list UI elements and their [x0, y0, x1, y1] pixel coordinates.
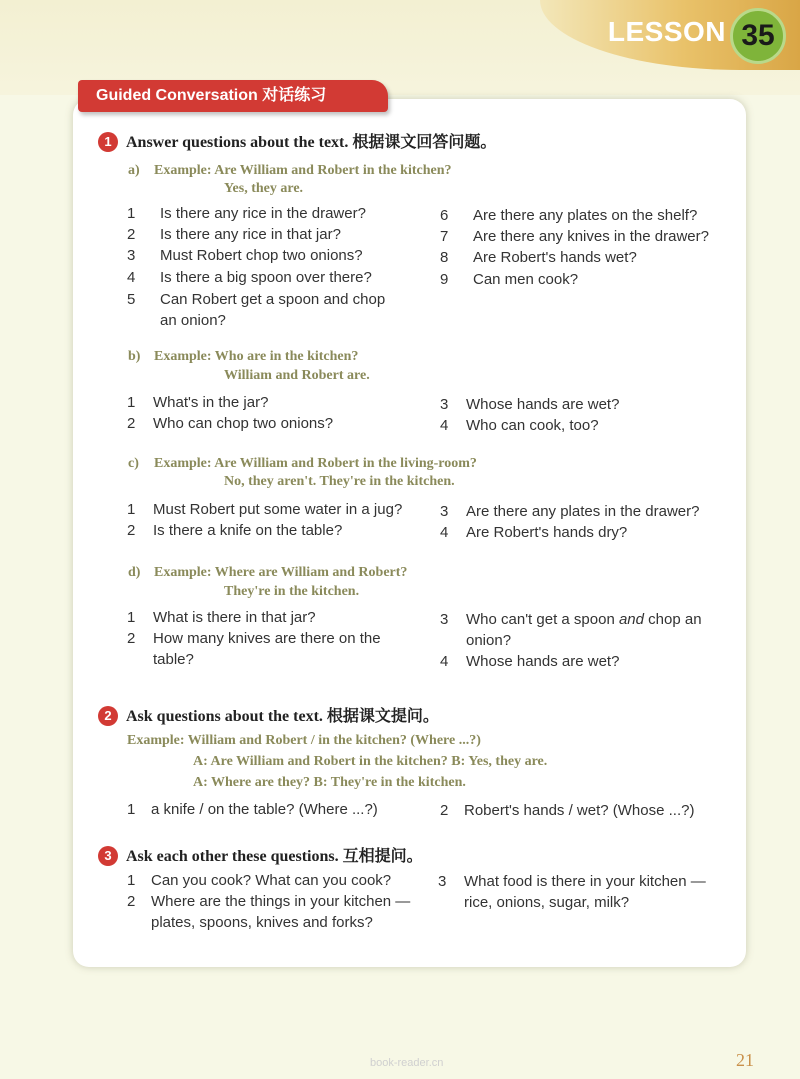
- example-a-question: a) Example: Are William and Robert in the kitchen?: [128, 163, 452, 178]
- section-2-example-line: A: Where are they? B: They're in the kitchen.: [193, 775, 466, 790]
- section-2-title: Ask questions about the text. 根据课文提问。: [126, 708, 439, 725]
- section-1-heading: [98, 129, 496, 152]
- section-3-title: Ask each other these questions. 互相提问。: [126, 848, 423, 865]
- example-c-question: c) Example: Are William and Robert in the living-room?: [128, 456, 477, 471]
- section-2-example-line: A: Are William and Robert in the kitchen? B: Yes, they are.: [193, 754, 548, 769]
- example-b-question: b) Example: Who are in the kitchen?: [128, 349, 359, 364]
- section-number-badge: 3: [98, 846, 118, 866]
- lesson-number-badge: 35: [730, 8, 786, 64]
- example-d-question: d) Example: Where are William and Robert?: [128, 565, 408, 580]
- watermark: book-reader.cn: [370, 1057, 444, 1069]
- example-c-answer: No, they aren't. They're in the kitchen.: [224, 474, 455, 489]
- page-number: 21: [736, 1050, 754, 1070]
- section-2-heading: [98, 703, 439, 726]
- example-d-answer: They're in the kitchen.: [224, 584, 360, 599]
- section-banner: Guided Conversation 对话练习: [78, 80, 388, 112]
- section-2-example: Example: William and Robert / in the kitchen? (Where ...?): [127, 733, 481, 748]
- example-b-answer: William and Robert are.: [224, 368, 370, 383]
- section-number-badge: 1: [98, 132, 118, 152]
- section-1-title: Answer questions about the text. 根据课文回答问题。: [126, 134, 497, 151]
- example-a-answer: Yes, they are.: [224, 181, 304, 196]
- section-3-heading: [98, 843, 423, 866]
- section-number-badge: 2: [98, 706, 118, 726]
- lesson-label: LESSON: [607, 16, 726, 47]
